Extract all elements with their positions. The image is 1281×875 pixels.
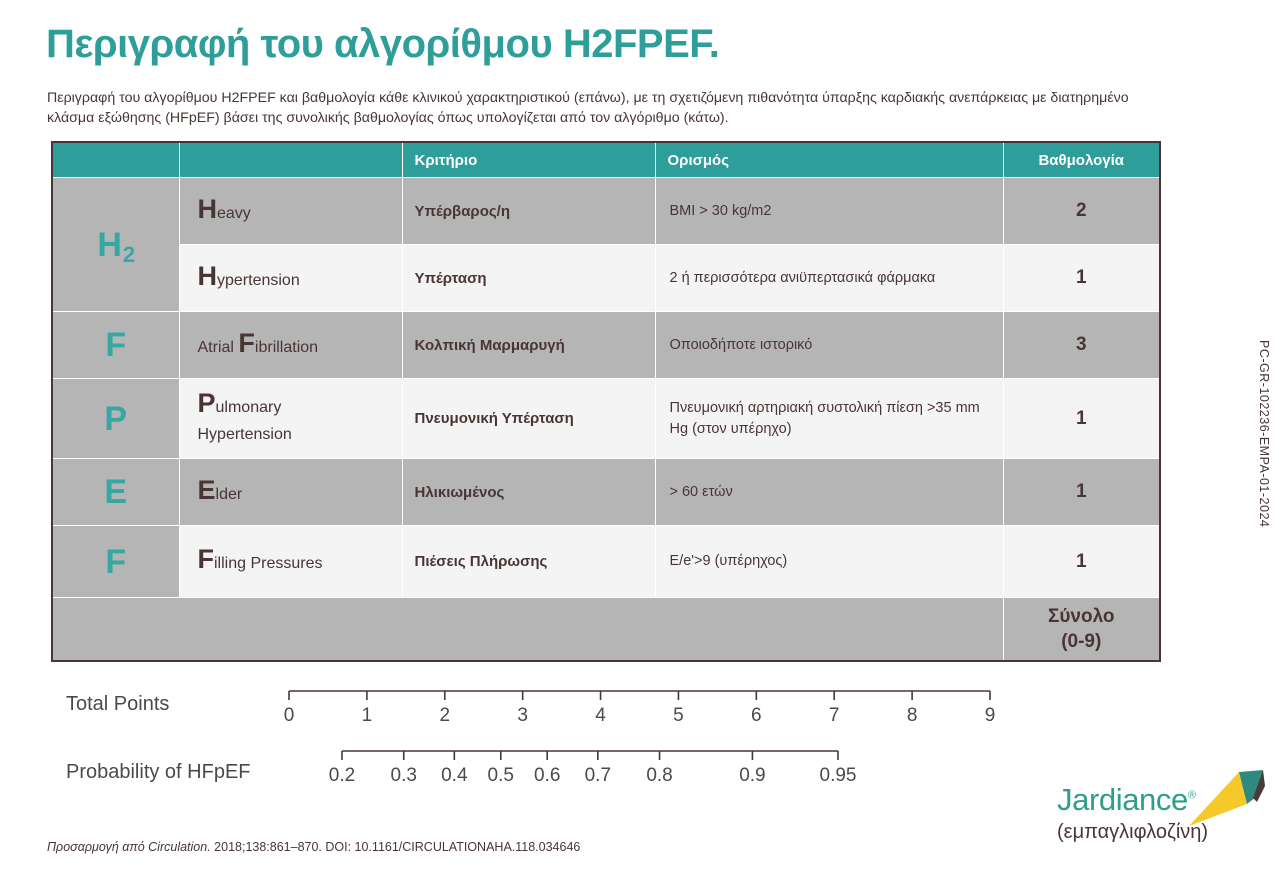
row-criterion: Υπέρταση (402, 245, 655, 312)
svg-text:0.4: 0.4 (441, 765, 468, 786)
row-letter-f2: F (52, 526, 179, 598)
row-definition: BMI > 30 kg/m2 (655, 178, 1003, 245)
row-name-initial: P (197, 387, 216, 418)
table-header (52, 142, 1160, 178)
footnote-citation (47, 840, 580, 854)
row-score: 1 (1003, 379, 1160, 459)
row-name-initial: E (197, 474, 216, 505)
logo-brand-text: Jardiance (1057, 782, 1188, 817)
row-name-rest: eavy (217, 204, 251, 222)
table-row (52, 178, 1160, 245)
row-name-atrial-fibrillation (179, 312, 402, 379)
row-score: 3 (1003, 312, 1160, 379)
total-blank-cell (52, 598, 1003, 661)
jardiance-arrow-icon (1187, 768, 1265, 830)
row-criterion: Πιέσεις Πλήρωσης (402, 526, 655, 598)
row-name-rest: lder (215, 485, 243, 503)
probability-axis-label: Probability of HFpEF (66, 761, 251, 783)
column-header-criterion: Κριτήριο (402, 142, 655, 178)
table-row (52, 245, 1160, 312)
row-name-second-line: Hypertension (197, 426, 292, 443)
row-definition: 2 ή περισσότερα ανιϋπερτασικά φάρμακα (655, 245, 1003, 312)
total-points-axis (284, 691, 996, 726)
row-name-rest: illing Pressures (214, 555, 323, 573)
table-header-row (52, 142, 1160, 178)
row-letter-subscript: 2 (122, 241, 136, 267)
svg-text:9: 9 (984, 705, 996, 726)
svg-text:8: 8 (906, 705, 918, 726)
svg-text:3: 3 (517, 705, 528, 726)
svg-text:1: 1 (361, 705, 373, 726)
total-points-axis-label: Total Points (66, 693, 170, 715)
svg-text:0: 0 (283, 705, 295, 726)
row-criterion: Ηλικιωμένος (402, 459, 655, 526)
row-definition: > 60 ετών (655, 459, 1003, 526)
row-score: 1 (1003, 459, 1160, 526)
row-name-prefix: Atrial (197, 338, 239, 356)
row-name-hypertension (179, 245, 402, 312)
column-header-name (179, 142, 402, 178)
row-letter-f: F (52, 312, 179, 379)
h2fpef-criteria-table (51, 141, 1161, 662)
row-definition: Οποιοδήποτε ιστορικό (655, 312, 1003, 379)
row-name-rest: ulmonary (215, 398, 282, 416)
table-row (52, 526, 1160, 598)
total-label-line2: (0-9) (1061, 630, 1102, 652)
svg-text:0.6: 0.6 (533, 765, 561, 786)
row-letter-h2 (52, 178, 179, 312)
row-letter-text: H (97, 225, 122, 264)
row-name-rest: ibrillation (254, 338, 319, 356)
svg-text:0.7: 0.7 (584, 765, 612, 786)
row-name-initial: F (197, 544, 214, 575)
svg-text:6: 6 (751, 705, 762, 726)
row-name-heavy (179, 178, 402, 245)
table-body (52, 178, 1160, 661)
svg-text:2: 2 (439, 705, 451, 726)
table-row (52, 312, 1160, 379)
row-definition: E/e'>9 (υπέρηχος) (655, 526, 1003, 598)
row-criterion: Υπέρβαρος/η (402, 178, 655, 245)
table-total-row (52, 598, 1160, 661)
logo-wordmark (1057, 784, 1208, 815)
row-score: 1 (1003, 245, 1160, 312)
registered-trademark-icon: ® (1187, 789, 1196, 802)
jardiance-logo (1057, 784, 1208, 842)
row-name-initial: H (197, 193, 217, 224)
row-score: 1 (1003, 526, 1160, 598)
material-code: PC-GR-102236-EMPA-01-2024 (1257, 340, 1271, 528)
logo-generic-name: (εμπαγλιφλοζίνη) (1057, 821, 1209, 843)
svg-text:0.2: 0.2 (328, 765, 356, 786)
svg-text:5: 5 (673, 705, 684, 726)
column-header-letter (52, 142, 179, 178)
row-letter-p: P (52, 379, 179, 459)
row-name-initial: H (197, 260, 217, 291)
row-name-initial: F (238, 327, 255, 358)
row-criterion: Πνευμονική Υπέρταση (402, 379, 655, 459)
row-definition: Πνευμονική αρτηριακή συστολική πίεση >35 mm Hg (στον υπέρηχο) (655, 379, 1003, 459)
row-criterion: Κολπική Μαρμαρυγή (402, 312, 655, 379)
row-letter-e: E (52, 459, 179, 526)
page-subtitle: Περιγραφή του αλγορίθμου H2FPEF και βαθμολογία κάθε κλινικού χαρακτηριστικού (επάνω), με τη σχετιζόμενη πιθανότητα ύπαρξης καρδιακής ανεπάρκειας με διατηρημένο κλάσμα εξώθησης (HFpEF) βάσει της συνολικής βαθμολογίας όπως υπολογίζεται από τον αλγόριθμο (κάτω). (47, 90, 1129, 126)
svg-text:0.5: 0.5 (487, 765, 514, 786)
table-row (52, 459, 1160, 526)
row-score: 2 (1003, 178, 1160, 245)
svg-text:0.9: 0.9 (739, 765, 766, 786)
svg-text:4: 4 (595, 705, 606, 726)
total-score-cell (1003, 598, 1160, 661)
row-name-pulmonary-hypertension (179, 379, 402, 459)
svg-text:0.3: 0.3 (390, 765, 417, 786)
footnote-details: 2018;138:861–870. DOI: 10.1161/CIRCULATIONAHA.118.034646 (210, 840, 581, 854)
page-title: Περιγραφή του αλγορίθμου H2FPEF. (46, 22, 720, 66)
total-label-line1: Σύνολο (1047, 605, 1115, 627)
row-name-rest: ypertension (217, 271, 300, 289)
probability-axis (329, 751, 857, 786)
column-header-score: Βαθμολογία (1003, 142, 1160, 178)
svg-text:0.95: 0.95 (819, 765, 857, 786)
table-row (52, 379, 1160, 459)
row-name-filling-pressures (179, 526, 402, 598)
column-header-definition: Ορισμός (655, 142, 1003, 178)
footnote-source: Προσαρμογή από Circulation. (47, 840, 211, 854)
row-name-elder (179, 459, 402, 526)
svg-text:0.8: 0.8 (646, 765, 673, 786)
svg-text:7: 7 (828, 705, 840, 726)
